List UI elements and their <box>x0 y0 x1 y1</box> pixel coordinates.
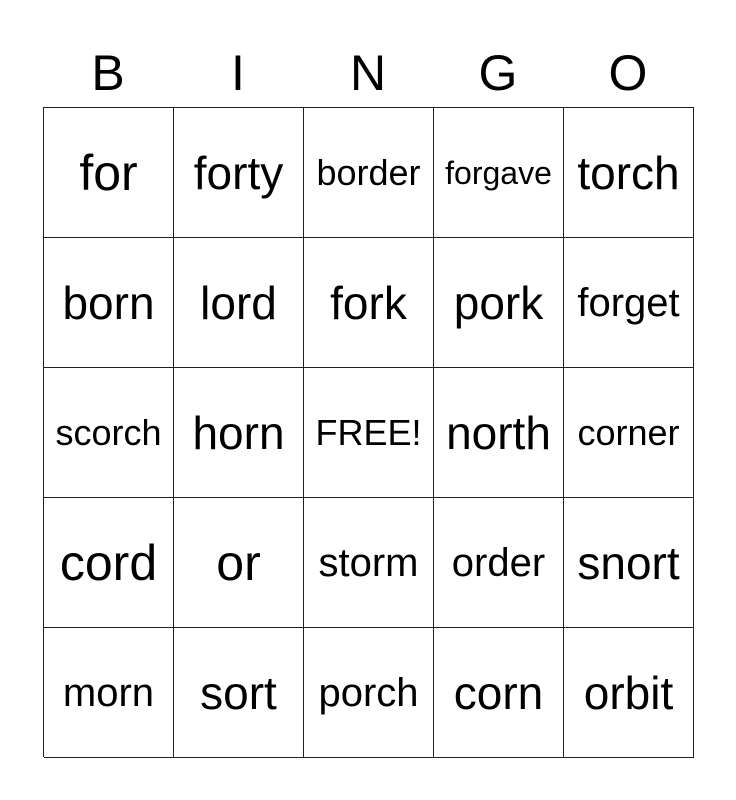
bingo-cell[interactable]: forget <box>564 238 694 368</box>
bingo-cell[interactable]: sort <box>174 628 304 758</box>
bingo-cell[interactable]: border <box>304 108 434 238</box>
bingo-board <box>43 107 694 757</box>
bingo-cell[interactable]: torch <box>564 108 694 238</box>
bingo-cell[interactable]: forty <box>174 108 304 238</box>
header-letter-g: G <box>478 45 518 101</box>
bingo-cell[interactable]: corner <box>564 368 694 498</box>
bingo-cell[interactable]: corn <box>434 628 564 758</box>
bingo-cell[interactable]: forgave <box>434 108 564 238</box>
bingo-cell[interactable]: north <box>434 368 564 498</box>
bingo-cell[interactable]: or <box>174 498 304 628</box>
header-letter-b: B <box>91 45 125 101</box>
bingo-cell[interactable]: snort <box>564 498 694 628</box>
bingo-cell[interactable]: fork <box>304 238 434 368</box>
bingo-cell[interactable]: orbit <box>564 628 694 758</box>
bingo-cell[interactable]: pork <box>434 238 564 368</box>
bingo-cell[interactable]: cord <box>44 498 174 628</box>
bingo-cell[interactable]: morn <box>44 628 174 758</box>
bingo-cell[interactable]: storm <box>304 498 434 628</box>
bingo-cell[interactable]: order <box>434 498 564 628</box>
header-letter-i: I <box>231 45 245 101</box>
header-letter-o: O <box>608 45 648 101</box>
header-letter-n: N <box>349 45 387 101</box>
bingo-cell[interactable]: horn <box>174 368 304 498</box>
free-space-cell[interactable]: FREE! <box>304 368 434 498</box>
bingo-cell[interactable]: scorch <box>44 368 174 498</box>
bingo-cell[interactable]: for <box>44 108 174 238</box>
bingo-cell[interactable]: lord <box>174 238 304 368</box>
bingo-header <box>43 40 693 106</box>
bingo-cell[interactable]: born <box>44 238 174 368</box>
bingo-cell[interactable]: porch <box>304 628 434 758</box>
